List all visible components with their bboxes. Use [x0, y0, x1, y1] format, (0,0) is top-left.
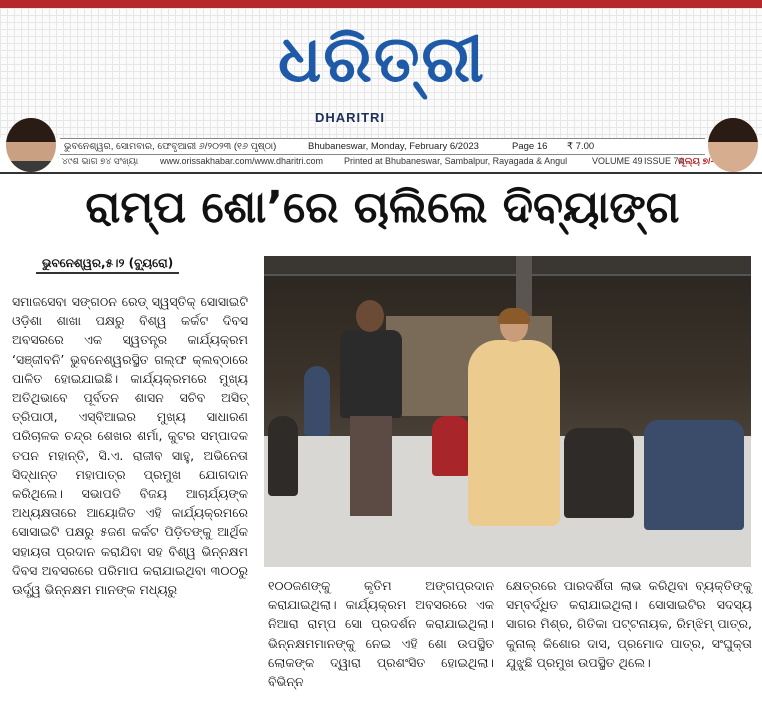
masthead-divider — [0, 172, 762, 174]
article-text-col3: କ୍ଷେତ୍ରରେ ପାରଦର୍ଶିତା ଲାଭ କରିଥିବା ବ୍ୟକ୍ତିଙ୍କୁ ସମ୍ବର୍ଦ୍ଧିତ କରାଯାଇଥିଲା। ସୋସାଇଟିର ସଦସ୍ୟ ସାଗର ମିଶ୍ର, ଗିତିକା ପଟ୍ଟନାୟକ, ରିମ୍‌ଝିମ୍ ପାତ୍ର, କୁନାଲ୍ କିଶୋର ଦାସ, ପ୍ରମୋଦ ପାତ୍ର, ସଂଘୁକ୍ତା ଯୁଝୁଛି ପ୍ରମୁଖ ଉପସ୍ଥିତ ଥିଲେ। — [506, 578, 752, 670]
dateline — [60, 138, 705, 155]
date-odia: ଭୁବନେଶ୍ୱର, ସୋମବାର, ଫେବୃଆରୀ ୬/୨୦୨୩ (୧୬ ପୃଷ୍ଠା) — [64, 141, 277, 152]
volume-odia: ୪୯ଶ ଭାଗ ୭୪ ସଂଖ୍ୟା — [62, 156, 139, 166]
article-headline: ରାମ୍ପ ଶୋ’ରେ ଚାଲିଲେ ଦିବ୍ୟାଙ୍ଗ — [85, 182, 680, 233]
article-text-col2: ୧୦୦ଜଣଙ୍କୁ କୃତିମ ଅଙ୍ଗପ୍ରଦାନ କରାଯାଇଥିଲା। କାର୍ଯ୍ୟକ୍ରମ ଅବସରରେ ଏକ ନିଆରା ରାମ୍ପ ସୋ ପ୍ରଦର୍ଶନ କରାଯାଇଥିଲା। ଭିନ୍ନକ୍ଷମମାନଙ୍କୁ ନେଇ ଏହି ଶୋ ଉପସ୍ଥିତ ଲୋକଙ୍କ ଦ୍ୱାରା ପ୍ରଶଂସିତ ହୋଇଥିଲା। ବିଭିନ୍ନ — [268, 578, 494, 690]
price-odia: ମୂଲ୍ୟ ୭/- — [678, 156, 714, 166]
top-red-bar — [0, 0, 762, 8]
page-number: Page 16 — [512, 141, 548, 152]
model-man — [336, 300, 404, 526]
article-text-col1: ସମାଜସେବା ସଙ୍ଗଠନ ରେଡ୍ ସ୍ୱସ୍ତିକ୍ ସୋସାଇଟି ଓଡ଼ିଶା ଶାଖା ପକ୍ଷରୁ ବିଶ୍ୱ କର୍କଟ ଦିବସ ଅବସରରେ ଏକ ସ୍ୱତନ୍ତ୍ର କାର୍ଯ୍ୟକ୍ରମ ‘ସଞ୍ଜୀବନି’ ଭୁବନେଶ୍ୱରସ୍ଥିତ ଗଲ୍ଫ କ୍ଲବ୍‌ଠାରେ ପାଳିତ ହୋଇଯାଇଛି। କାର୍ଯ୍ୟକ୍ରମରେ ମୁଖ୍ୟ ଅତିଥିଭାବେ ପୂର୍ବତନ ଶାସନ ସଚିବ ଅସିତ୍ ତ୍ରିପାଠୀ, ଏସ୍‌ବିଆଇର ମୁଖ୍ୟ ସାଧାରଣ ପରିଚାଳକ ଚନ୍ଦ୍ର ଶେଖର ଶର୍ମା, କୁଟର ସମ୍ପାଦକ ତପନ ମହାନ୍ତି, ସି.ଏ. ରାଜୀବ ସାହୁ, ଅଭିନେତା ସିଦ୍ଧାନ୍ତ ମହାପାତ୍ର ପ୍ରମୁଖ ଯୋଗଦାନ କରିଥିଲେ। ସଭାପତି ବିଜୟ ଆଚାର୍ଯ୍ୟଙ୍କ ଅଧ୍ୟକ୍ଷତାରେ ଆୟୋଜିତ ଏହି କାର୍ଯ୍ୟକ୍ରମରେ ସୋସାଇଟି ପକ୍ଷରୁ ୫ଜଣ କର୍କଟ ପିଡ଼ିତଙ୍କୁ ଆର୍ଥିକ ସହାୟତା ପ୍ରଦାନ କରାଯିବା ସହ ବିଶ୍ୱ ଭିନ୍ନକ୍ଷମ ଦିବସ ଅବସରରେ ପରିମାପ କରାଯାଇଥିବା ୩୦୦ରୁ ଊର୍ଦ୍ଧ୍ୱ ଭିନ୍ନକ୍ଷମ ମାନଙ୍କ ମଧ୍ୟରୁ — [12, 294, 248, 598]
newspaper-logo: ଧରିତ୍ରୀ — [278, 23, 486, 97]
volume: VOLUME 49 — [592, 156, 643, 166]
websites: www.orissakhabar.com/www.dharitri.com — [160, 156, 324, 166]
masthead — [0, 8, 762, 138]
issue: ISSUE 74 — [644, 156, 684, 166]
byline: ଭୁବନେଶ୍ୱର,୫।୨ (ବ୍ୟୁରୋ) — [36, 254, 179, 274]
portrait-left-image — [6, 118, 56, 172]
ramp-show-photo — [264, 256, 751, 567]
newspaper-logo-english: DHARITRI — [314, 110, 386, 125]
portrait-right-image — [708, 118, 758, 172]
credits-line — [60, 154, 714, 168]
article-column-1 — [12, 292, 248, 599]
date-english: Bhubaneswar, Monday, February 6/2023 — [308, 141, 479, 152]
article-column-2 — [268, 576, 494, 691]
article-column-3 — [506, 576, 752, 672]
model-woman — [468, 310, 560, 526]
price: ₹ 7.00 — [567, 141, 595, 152]
printed-at: Printed at Bhubaneswar, Sambalpur, Rayagada & Angul — [344, 156, 568, 166]
